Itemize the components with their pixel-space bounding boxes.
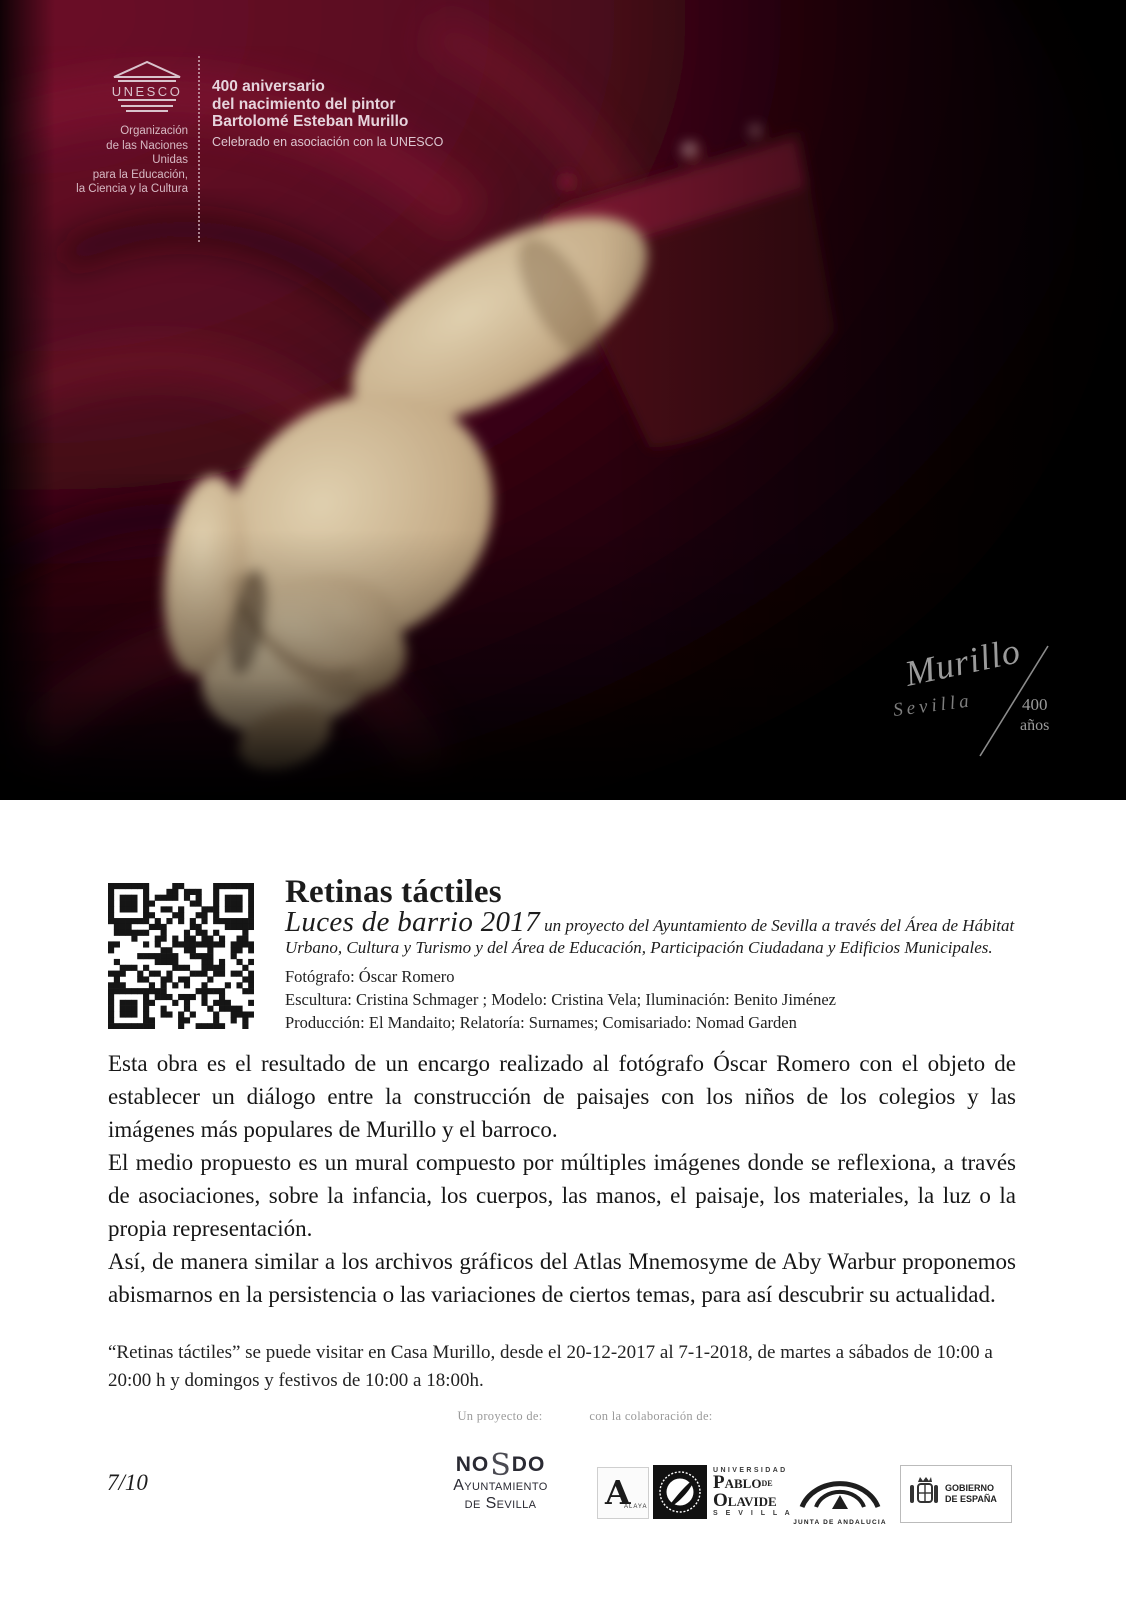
body-paragraph: Esta obra es el resultado de un encargo realizado al fotógrafo Óscar Romero con el objeto de establecer un diálogo entre la construcción de paisajes con los niños de los colegios y las imágenes más populares de Murillo y el barroco. [108, 1051, 1016, 1142]
signature-artist: Murillo [901, 630, 1025, 694]
page-number: 7/10 [107, 1470, 148, 1495]
upo-olavide: Olavide [713, 1490, 777, 1511]
upo-university: UNIVERSIDAD [713, 1467, 788, 1474]
nosdo-line: Ayuntamiento [453, 1477, 548, 1494]
unesco-org-name [70, 124, 188, 197]
gobierno-espana-logo [900, 1465, 1012, 1523]
nosdo-right: DO [511, 1453, 546, 1476]
exhibit-header [285, 874, 1021, 1034]
nosdo-seville-logo [428, 1448, 573, 1513]
org-line: Organización [120, 125, 188, 137]
anniversary-heading-line: 400 aniversario [212, 78, 325, 95]
junta-andalucia-logo [790, 1471, 890, 1526]
subtitle-lead: Luces de barrio 2017 [285, 906, 540, 938]
upo-seal-icon [653, 1465, 707, 1519]
dotted-divider [198, 56, 200, 242]
unesco-block [70, 60, 443, 242]
pablo-olavide-logo [653, 1465, 805, 1519]
alaya-logo [597, 1467, 649, 1519]
murillo-signature [880, 628, 1090, 773]
nosdo-left: NO [455, 1453, 490, 1476]
unesco-logo-icon [110, 60, 184, 116]
svg-text:UNESCO: UNESCO [111, 84, 183, 99]
upo-city: S E V I L L A [713, 1510, 793, 1517]
anniversary-heading-line: del nacimiento del pintor [212, 95, 396, 113]
signature-years-word: años [1020, 717, 1050, 734]
body-paragraph: Así, de manera similar a los archivos gráficos del Atlas Mnemosyme de Aby Warbur proponemos abismarnos en la persistencia o las variaciones de ciertos temas, para así descubrir su actualidad. [108, 1249, 1016, 1307]
org-line: la Ciencia y la Cultura [76, 183, 188, 195]
upo-pablo: Pablo [713, 1472, 762, 1493]
signature-city: Sevilla [892, 690, 974, 721]
anniversary-subheading: Celebrado en asociación con la UNESCO [212, 134, 444, 149]
alaya-name: ALAYA [624, 1504, 648, 1510]
alaya-letter: A [605, 1473, 631, 1512]
gobierno-line: DE ESPAÑA [945, 1494, 997, 1504]
org-line: de las Naciones Unidas [106, 139, 188, 166]
credit-line: Producción: El Mandaito; Relatoría: Surnames; Comisariado: Nomad Garden [285, 1013, 797, 1032]
collaboration-label: con la colaboración de: [589, 1409, 713, 1423]
nosdo-line: de Sevilla [464, 1495, 537, 1512]
junta-label: JUNTA DE ANDALUCIA [793, 1519, 887, 1526]
body-paragraph: El medio propuesto es un mural compuesto por múltiples imágenes donde se reflexiona, a través de asociaciones, sobre la infancia, los cuerpos, las manos, el paisaje, los materiales, la luz o la propia representación. [108, 1150, 1016, 1241]
qr-code [108, 883, 254, 1029]
org-line: para la Educación, [92, 168, 188, 181]
nosdo-madeja-icon: S [490, 1448, 511, 1483]
visit-info: “Retinas táctiles” se puede visitar en Casa Murillo, desde el 20-12-2017 al 7-1-2018, de martes a sábados de 10:00 a 20:00 h y domingos y festivos de 10:00 a 18:00h. [108, 1342, 993, 1391]
spain-crest-icon [908, 1474, 940, 1514]
credit-line: Fotógrafo: Óscar Romero [285, 967, 455, 986]
subtitle-rest: un proyecto del Ayuntamiento de Sevilla a través del Área de Hábitat Urbano, Cultura y Turismo y del Área de Educación, Participación Ciudadana y Edificios Municipales. [285, 916, 1015, 957]
exhibit-subtitle [285, 906, 1021, 958]
project-label: Un proyecto de: [457, 1409, 543, 1423]
content-section [0, 800, 1126, 1600]
signature-years-number: 400 [1022, 695, 1048, 714]
anniversary-heading-line: Bartolomé Esteban Murillo [212, 113, 409, 130]
upo-de: DE [761, 1479, 773, 1488]
junta-arcs-icon [792, 1471, 888, 1513]
credits-block [285, 965, 1021, 1034]
credit-line: Escultura: Cristina Schmager ; Modelo: Cristina Vela; Iluminación: Benito Jiménez [285, 990, 836, 1009]
gobierno-line: GOBIERNO [945, 1483, 995, 1493]
exhibit-title: Retinas táctiles [285, 874, 502, 910]
body-text [108, 1047, 1016, 1311]
